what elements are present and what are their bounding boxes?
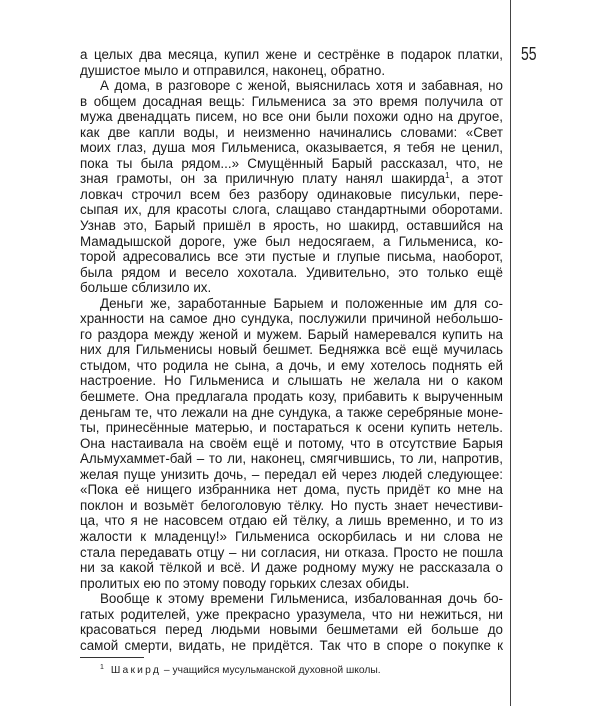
text-line <box>80 560 503 576</box>
text-line <box>80 638 503 654</box>
text-line-content: самой смерти, видать, не придётся. Так что в споре о покупке к <box>80 637 503 653</box>
text-line-content: больше сблизило их. <box>80 280 212 296</box>
text-line <box>80 311 503 327</box>
text-line <box>80 249 503 265</box>
text-line <box>80 405 503 421</box>
text-line-content: Мамадышской дороге, уже был недосягаем, а Гильмениса, ко- <box>80 233 503 249</box>
text-line <box>80 94 503 110</box>
text-line-content: торой адресовались все эти пустые и глупые письма, наоборот, <box>80 249 503 265</box>
text-line <box>80 389 503 405</box>
text-line <box>80 513 503 529</box>
text-line <box>80 451 503 467</box>
text-line-content: желая пуще унизить дочь, – передал ей через людей следующее: <box>80 466 503 482</box>
text-line <box>80 109 503 125</box>
text-line-content: го раздора между женой и мужем. Барый намеревался купить на <box>80 326 503 342</box>
text-line-tail: , а этот <box>449 171 503 187</box>
text-line <box>80 327 503 343</box>
text-line <box>80 622 503 638</box>
text-line <box>80 202 503 218</box>
text-line <box>80 342 503 358</box>
text-line-content: красоваться перед людьми новыми бешметами ей больше до <box>80 622 503 638</box>
footnote-term: Шакирд <box>110 665 162 676</box>
text-line <box>80 234 503 250</box>
body-text <box>80 47 503 653</box>
text-line <box>80 529 503 545</box>
text-line <box>80 607 503 623</box>
text-line-content: Она настаивала на своём ещё и потому, что в отсутствие Барыя <box>80 435 503 451</box>
footnote <box>100 664 381 676</box>
text-line-content: поклон и возьмёт белоголовую тёлку. Но пусть знает нечестиви- <box>80 497 503 513</box>
footnote-definition: – учащийся мусульманской духовной школы. <box>161 665 381 676</box>
text-line-content: пролитых ею по этому поводу горьких слезах обиды. <box>80 575 410 591</box>
text-line-content: ца, что я не насовсем отдаю ей тёлку, а лишь временно, и то из <box>80 513 503 529</box>
text-line-content: деньгам те, что лежали на дне сундука, а также серебряные моне- <box>80 404 503 420</box>
margin-divider-line <box>510 0 511 706</box>
text-line <box>80 420 503 436</box>
text-line-content: стыдом, что родила не сына, а дочь, и ему хотелось поднять ей <box>80 357 503 373</box>
text-line-content: Узнав это, Барый пришёл в ярость, но шакирд, оставшийся на <box>80 218 503 234</box>
text-line-content: Вообще к этому времени Гильмениса, избалованная дочь бо- <box>100 591 503 607</box>
text-line <box>80 218 503 234</box>
text-line <box>80 187 503 203</box>
text-line-content: А дома, в разговоре с женой, выяснилась хотя и забавная, но <box>100 78 503 94</box>
text-line <box>80 125 503 141</box>
footnote-reference: 1 <box>445 171 450 181</box>
text-line <box>80 78 503 94</box>
text-line-content: моих глаз, душа моя Гильмениса, оказывается, я тебя не ценил, <box>80 140 503 156</box>
text-line-content: них для Гильменисы новый бешмет. Бедняжка всё ещё мучилась <box>80 342 503 358</box>
text-line-content: мужа двенадцать писем, но все они были похожи одно на другое, <box>80 109 503 125</box>
text-line <box>80 265 503 281</box>
text-line-content: а целых два месяца, купил жене и сестрёнке в подарок платки, <box>80 47 503 62</box>
text-line <box>80 498 503 514</box>
text-line <box>80 358 503 374</box>
text-line-content: «Пока её нищего избранника нет дома, пусть придёт ко мне на <box>80 482 503 498</box>
text-line-content: ты, принесённые матерью, и постараться к осени купить нетель. <box>80 420 503 436</box>
text-line-content: настроение. Но Гильмениса и слышать не желала ни о каком <box>80 373 503 389</box>
footnote-mark: 1 <box>100 664 104 671</box>
text-line <box>80 296 503 312</box>
text-line-content: как две капли воды, и неизменно начинались словами: «Свет <box>80 124 503 140</box>
text-line <box>80 280 503 296</box>
text-line <box>80 156 503 172</box>
text-line <box>80 63 503 79</box>
text-line-content: сыпая их, для красоты слога, слащаво стандартными оборотами. <box>80 202 503 218</box>
text-line-content: Альмухаммет-бай – то ли, наконец, смягчившись, то ли, напротив, <box>80 451 503 467</box>
text-line-content: жалости к младенцу!» Гильмениса оскорбилась и ни слова не <box>80 528 503 544</box>
text-line <box>80 171 503 187</box>
text-line-content: душистое мыло и отправился, наконец, обратно. <box>80 62 386 78</box>
text-line-content: ловкач строчил всем без разбору одинаковые писульки, пере- <box>80 186 503 202</box>
text-line <box>80 545 503 561</box>
text-line-content: в общем досадная вещь: Гильмениса за это время получила от <box>80 93 503 109</box>
text-line <box>80 591 503 607</box>
text-line-content: зная грамоты, он за приличную плату нанял шакирда <box>80 171 446 187</box>
text-line-content: хранности на самое дно сундука, послужили причиной небольшо- <box>80 311 503 327</box>
text-line <box>80 467 503 483</box>
text-line <box>80 47 503 63</box>
text-line <box>80 482 503 498</box>
text-line <box>80 373 503 389</box>
text-line-content: была рядом и весело хохотала. Удивительно, это только ещё <box>80 264 503 280</box>
text-line <box>80 576 503 592</box>
page-number: 55 <box>521 44 537 64</box>
text-line <box>80 436 503 452</box>
text-line-content: бешмете. Она предлагала продать козу, прибавить к вырученным <box>80 389 503 405</box>
text-line-content: Деньги же, заработанные Барыем и положенные им для со- <box>100 295 503 311</box>
text-line-content: пока ты была рядом...» Смущённый Барый рассказал, что, не <box>80 155 503 171</box>
text-line-content: ни за какой тёлкой и всё. И даже родному мужу не рассказала о <box>80 560 503 576</box>
text-line-content: стала передавать отцу – ни согласия, ни отказа. Просто не пошла <box>80 544 503 560</box>
text-line-content: гатых родителей, уже прекрасно уразумела, что ни нежиться, ни <box>80 606 503 622</box>
text-line <box>80 140 503 156</box>
footnote-separator <box>80 657 144 658</box>
